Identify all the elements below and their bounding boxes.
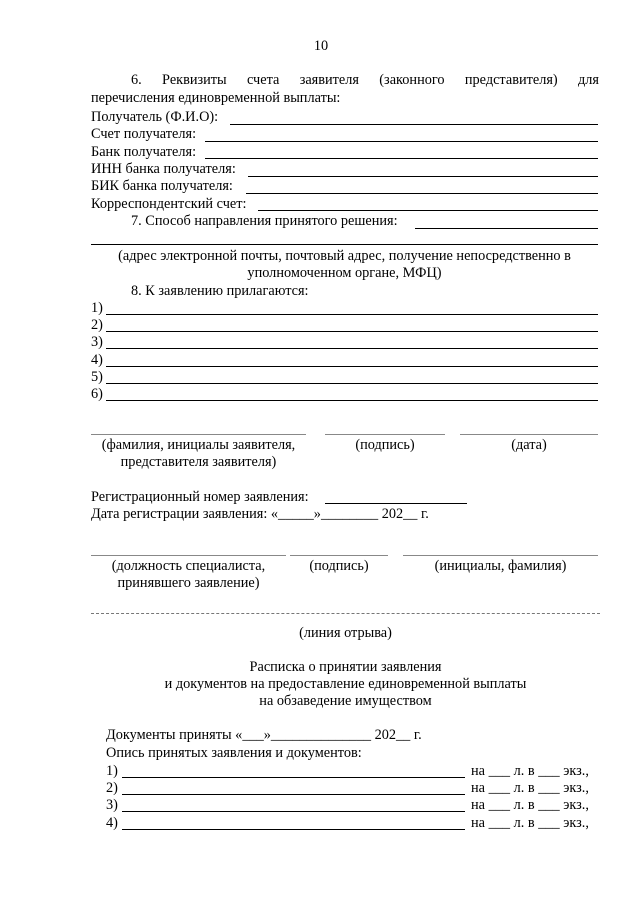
attachment-num: 5) xyxy=(91,369,103,385)
attachment-num: 1) xyxy=(91,300,103,316)
tear-line xyxy=(91,613,600,614)
inventory-label: Опись принятых заявления и документов: xyxy=(106,745,362,761)
page-number: 10 xyxy=(313,38,329,54)
inventory-line[interactable] xyxy=(122,811,465,812)
applicant-name-caption: (фамилия, инициалы заявителя, xyxy=(101,437,296,453)
specialist-signature-caption: (подпись) xyxy=(309,558,369,574)
attachment-num: 3) xyxy=(91,334,103,350)
attachment-num: 2) xyxy=(91,317,103,333)
attachment-line[interactable] xyxy=(106,348,598,349)
recipient-name-label: Получатель (Ф.И.О): xyxy=(91,109,219,125)
attachment-line[interactable] xyxy=(106,314,598,315)
inventory-tail: на ___ л. в ___ экз., xyxy=(471,780,589,796)
specialist-position-line[interactable] xyxy=(91,555,286,556)
decision-method-line[interactable] xyxy=(415,228,598,229)
specialist-signature-line[interactable] xyxy=(290,555,388,556)
inventory-tail: на ___ л. в ___ экз., xyxy=(471,763,589,779)
applicant-name-caption-cont: представителя заявителя) xyxy=(120,454,277,470)
attachment-line[interactable] xyxy=(106,400,598,401)
bank-inn-line[interactable] xyxy=(248,176,598,177)
attachment-num: 4) xyxy=(91,352,103,368)
bank-bik-line[interactable] xyxy=(246,193,598,194)
decision-method-line-2[interactable] xyxy=(91,244,598,245)
attachment-line[interactable] xyxy=(106,331,598,332)
attachments-label: 8. К заявлению прилагаются: xyxy=(131,283,309,299)
decision-method-hint: (адрес электронной почты, почтовый адрес, получение непосредственно в xyxy=(118,248,571,264)
inventory-line[interactable] xyxy=(122,829,465,830)
registration-number-line[interactable] xyxy=(325,503,467,504)
receipt-title: Расписка о принятии заявления xyxy=(249,659,442,675)
correspondent-account-label: Корреспондентский счет: xyxy=(91,196,247,212)
recipient-bank-label: Банк получателя: xyxy=(91,144,197,160)
tear-line-caption: (линия отрыва) xyxy=(299,625,392,641)
inventory-tail: на ___ л. в ___ экз., xyxy=(471,815,589,831)
specialist-initials-line[interactable] xyxy=(403,555,598,556)
specialist-initials-caption: (инициалы, фамилия) xyxy=(434,558,567,574)
section6-heading-cont: перечисления единовременной выплаты: xyxy=(91,90,341,106)
bank-inn-label: ИНН банка получателя: xyxy=(91,161,236,177)
inventory-line[interactable] xyxy=(122,777,465,778)
inventory-num: 1) xyxy=(106,763,118,779)
inventory-num: 4) xyxy=(106,815,118,831)
inventory-line[interactable] xyxy=(122,794,465,795)
decision-method-hint-cont: уполномоченном органе, МФЦ) xyxy=(247,265,442,281)
attachment-line[interactable] xyxy=(106,366,598,367)
recipient-account-label: Счет получателя: xyxy=(91,126,197,142)
section6-heading: 6. Реквизиты счета заявителя (законного представителя) для xyxy=(131,72,599,88)
correspondent-account-line[interactable] xyxy=(258,210,598,211)
recipient-bank-line[interactable] xyxy=(205,158,598,159)
attachment-line[interactable] xyxy=(106,383,598,384)
recipient-name-line[interactable] xyxy=(230,124,598,125)
decision-method-label: 7. Способ направления принятого решения: xyxy=(131,213,398,229)
bank-bik-label: БИК банка получателя: xyxy=(91,178,233,194)
attachment-num: 6) xyxy=(91,386,103,402)
receipt-title-cont: и документов на предоставление единовременной выплаты xyxy=(164,676,527,692)
inventory-num: 2) xyxy=(106,780,118,796)
recipient-account-line[interactable] xyxy=(205,141,598,142)
applicant-signature-line[interactable] xyxy=(325,434,445,435)
registration-date: Дата регистрации заявления: «_____»________ 202__ г. xyxy=(91,506,429,522)
documents-accepted: Документы приняты «___»______________ 202__ г. xyxy=(106,727,422,743)
applicant-name-line[interactable] xyxy=(91,434,306,435)
applicant-date-caption: (дата) xyxy=(511,437,547,453)
applicant-signature-caption: (подпись) xyxy=(355,437,415,453)
inventory-num: 3) xyxy=(106,797,118,813)
receipt-title-cont-2: на обзаведение имуществом xyxy=(259,693,432,709)
specialist-position-caption: (должность специалиста, xyxy=(111,558,266,574)
registration-number-label: Регистрационный номер заявления: xyxy=(91,489,309,505)
applicant-date-line[interactable] xyxy=(460,434,598,435)
specialist-position-caption-cont: принявшего заявление) xyxy=(117,575,260,591)
inventory-tail: на ___ л. в ___ экз., xyxy=(471,797,589,813)
